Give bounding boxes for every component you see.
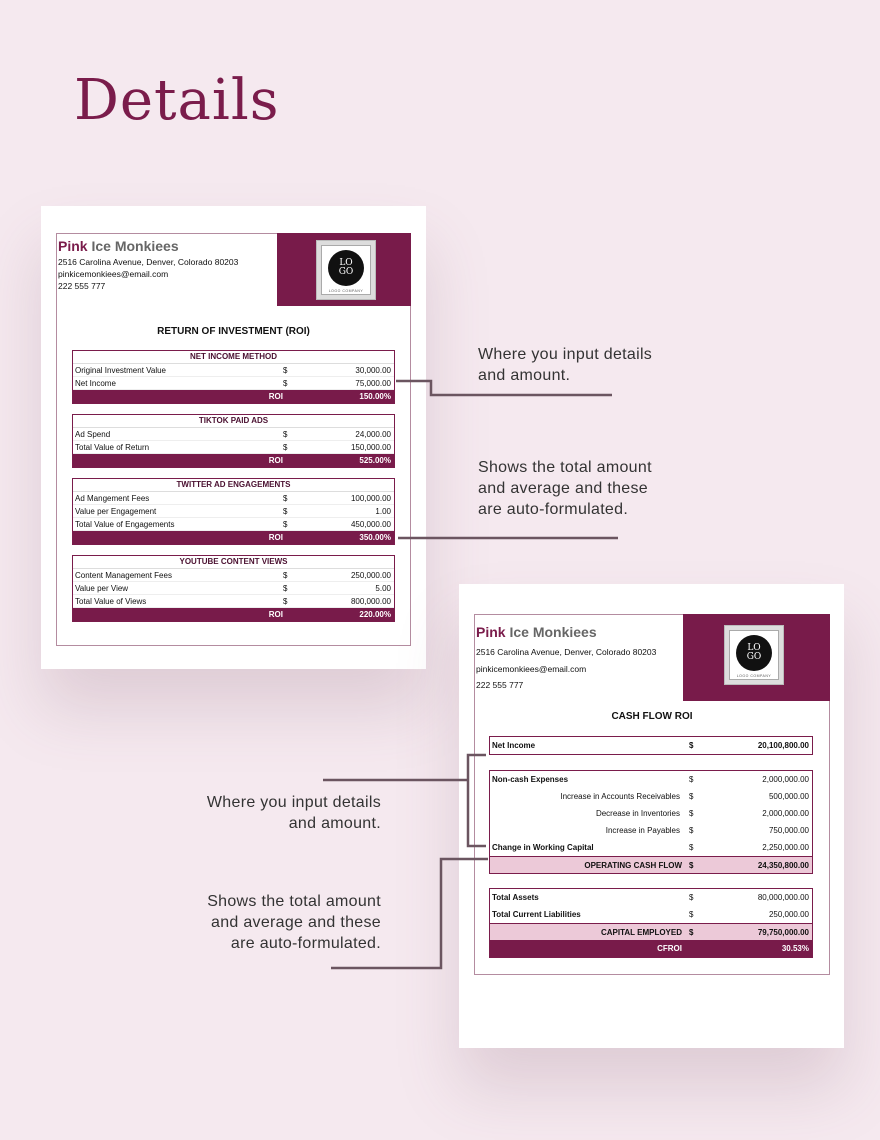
row-label: Original Investment Value [75,366,167,375]
row-value[interactable]: 750,000.00 [768,826,809,835]
logo-tagline: LOGO COMPANY [328,289,364,293]
row-value[interactable]: 2,000,000.00 [762,775,809,784]
row-currency: $ [689,775,694,784]
row-value[interactable]: 100,000.00 [350,494,391,503]
company-phone: 222 555 777 [476,680,524,690]
table-title: NET INCOME METHOD [73,351,394,364]
note-line: are auto-formulated. [478,501,629,518]
row-label: Value per Engagement [75,507,157,516]
row-label: Ad Spend [75,430,111,439]
roi-value: 150.00% [359,392,391,401]
roi-label: ROI [268,392,283,401]
logo-line2: GO [746,652,762,662]
row-value[interactable]: 5.00 [375,584,391,593]
row-value[interactable]: 2,250,000.00 [762,843,809,852]
roi-label: ROI [268,533,283,542]
logo-line1: LO [747,643,761,653]
note-top-auto [478,457,652,520]
row-value: 24,350,800.00 [757,861,809,870]
roi-label: ROI [268,610,283,619]
row-value: 79,750,000.00 [757,928,809,937]
row-value[interactable]: 24,000.00 [355,430,391,439]
row-currency: $ [689,861,694,870]
company-name-first: Pink [58,238,88,254]
row-value[interactable]: 2,000,000.00 [762,809,809,818]
row-value: 30.53% [781,944,809,953]
connector-bottom-input-bracket [468,755,486,846]
note-line: Where you input details [206,794,381,811]
row-currency: $ [689,809,694,818]
roi-label: ROI [268,456,283,465]
row-label: Change in Working Capital [492,843,594,852]
row-label: Net Income [75,379,116,388]
company-name-rest: Ice Monkiees [87,238,179,254]
row-value[interactable]: 800,000.00 [350,597,391,606]
row-currency: $ [689,843,694,852]
note-bottom-input [150,792,381,834]
note-line: Shows the total amount [478,459,652,476]
row-label: Content Management Fees [75,571,172,580]
row-currency: $ [283,584,288,593]
company-address: 2516 Carolina Avenue, Denver, Colorado 80203 [476,647,657,657]
row-label: Increase in Accounts Receivables [560,792,680,801]
row-label: Ad Mangement Fees [75,494,150,503]
row-value[interactable]: 80,000,000.00 [757,893,809,902]
row-value[interactable]: 450,000.00 [350,520,391,529]
row-value[interactable]: 250,000.00 [768,910,809,919]
row-label: Value per View [75,584,129,593]
row-currency: $ [283,379,288,388]
company-email: pinkicemonkiees@email.com [476,663,587,674]
note-line: and amount. [288,815,381,832]
row-label: Total Current Liabilities [492,910,581,919]
page-title: Details [74,68,280,133]
note-line: and average and these [478,480,648,497]
row-currency: $ [283,597,288,606]
table-title: TWITTER AD ENGAGEMENTS [73,479,394,492]
note-line: and amount. [478,367,571,384]
row-value[interactable]: 75,000.00 [355,379,391,388]
company-address: 2516 Carolina Avenue, Denver, Colorado 80203 [58,257,239,267]
row-currency: $ [689,826,694,835]
row-label: Decrease in Inventories [595,809,680,818]
row-label: Total Value of Engagements [75,520,175,529]
row-currency: $ [283,507,288,516]
logo-line2: GO [338,267,354,277]
company-name-rest: Ice Monkiees [505,624,597,640]
row-value[interactable]: 500,000.00 [768,792,809,801]
row-label: Increase in Payables [605,826,680,835]
row-label: Total Value of Views [75,597,147,606]
note-line: Shows the total amount [207,893,381,910]
row-currency: $ [283,571,288,580]
company-email: pinkicemonkiees@email.com [58,269,169,279]
roi-heading: RETURN OF INVESTMENT (ROI) [157,326,310,337]
row-label: Net Income [492,741,536,750]
note-line: Where you input details [478,346,653,363]
row-label: CAPITAL EMPLOYED [600,928,682,937]
note-bottom-auto [150,891,381,954]
company-name-first: Pink [476,624,506,640]
row-currency: $ [689,741,694,750]
row-value[interactable]: 250,000.00 [350,571,391,580]
logo-line1: LO [339,258,353,268]
roi-value: 350.00% [359,533,391,542]
note-line: are auto-formulated. [230,935,381,952]
row-currency: $ [283,520,288,529]
row-currency: $ [689,893,694,902]
row-label: Non-cash Expenses [492,775,569,784]
roi-value: 220.00% [359,610,391,619]
row-label: Total Assets [492,893,539,902]
row-label: CFROI [657,944,682,953]
note-top-input [478,344,652,386]
row-currency: $ [689,928,694,937]
roi-value: 525.00% [359,456,391,465]
table-title: YOUTUBE CONTENT VIEWS [73,556,394,569]
row-currency: $ [283,366,288,375]
row-currency: $ [689,792,694,801]
row-label: OPERATING CASH FLOW [584,861,682,870]
company-phone: 222 555 777 [58,281,106,291]
cashflow-heading: CASH FLOW ROI [611,711,693,722]
logo-tagline: LOGO COMPANY [736,674,772,678]
row-value[interactable]: 150,000.00 [350,443,391,452]
row-value[interactable]: 20,100,800.00 [757,741,809,750]
row-currency: $ [283,430,288,439]
note-line: and average and these [211,914,381,931]
row-currency: $ [689,910,694,919]
row-currency: $ [283,443,288,452]
table-title: TIKTOK PAID ADS [73,415,394,428]
row-value[interactable]: 1.00 [375,507,391,516]
row-value[interactable]: 30,000.00 [355,366,391,375]
row-label: Total Value of Return [75,443,150,452]
row-currency: $ [283,494,288,503]
